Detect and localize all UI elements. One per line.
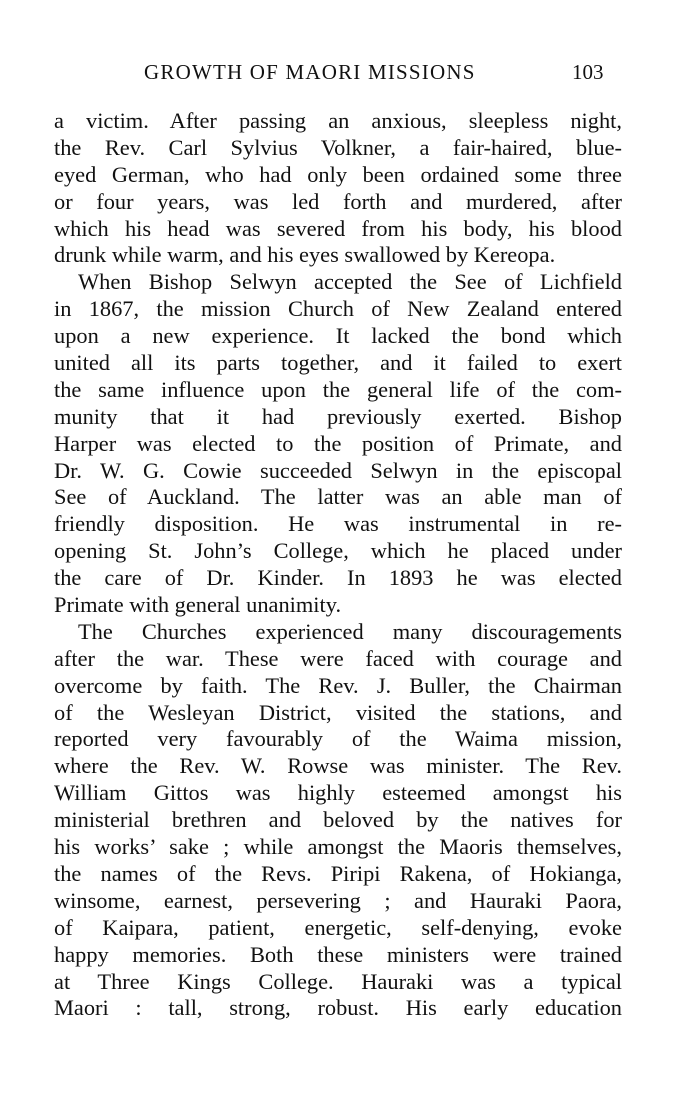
running-head: [0, 56, 700, 88]
text-line: The Churches experienced many discouragements: [78, 618, 622, 644]
text-line: the care of Dr. Kinder. In 1893 he was elected: [54, 565, 622, 591]
text-line: the same influence upon the general life of the com-: [54, 376, 622, 402]
page-number: 103: [572, 60, 604, 84]
text-line: of Kaipara, patient, energetic, self-denying, evoke: [54, 914, 622, 940]
text-line: overcome by faith. The Rev. J. Buller, the Chairman: [54, 672, 622, 698]
text-line: winsome, earnest, persevering ; and Hauraki Paora,: [54, 887, 622, 913]
text-line: a victim. After passing an anxious, sleepless night,: [54, 108, 622, 133]
running-title: GROWTH OF MAORI MISSIONS: [144, 60, 476, 84]
text-line: in 1867, the mission Church of New Zealand entered: [54, 296, 622, 322]
text-line: See of Auckland. The latter was an able man of: [54, 484, 622, 510]
text-line: the names of the Revs. Piripi Rakena, of Hokianga,: [54, 860, 622, 886]
text-line: happy memories. Both these ministers were trained: [54, 941, 622, 967]
text-line: the Rev. Carl Sylvius Volkner, a fair-haired, blue-: [54, 134, 622, 160]
text-line: drunk while warm, and his eyes swallowed by Kereopa.: [54, 242, 556, 268]
text-line: upon a new experience. It lacked the bond which: [54, 323, 622, 349]
text-line: which his head was severed from his body, his blood: [54, 215, 622, 241]
text-line: at Three Kings College. Hauraki was a typical: [54, 968, 622, 994]
text-line: William Gittos was highly esteemed amongst his: [54, 780, 622, 806]
text-line: Maori : tall, strong, robust. His early education: [54, 995, 622, 1021]
text-line: ministerial brethren and beloved by the natives for: [54, 807, 622, 833]
text-line: opening St. John’s College, which he placed under: [54, 538, 622, 564]
text-line: Dr. W. G. Cowie succeeded Selwyn in the episcopal: [54, 457, 622, 483]
text-line: Primate with general unanimity.: [54, 592, 342, 618]
text-line: where the Rev. W. Rowse was minister. The Rev.: [54, 753, 622, 779]
text-line: reported very favourably of the Waima mission,: [54, 726, 622, 752]
text-line: united all its parts together, and it failed to exert: [54, 350, 622, 376]
text-line: his works’ sake ; while amongst the Maoris themselves,: [54, 834, 622, 860]
text-line: munity that it had previously exerted. Bishop: [54, 403, 622, 429]
text-line: friendly disposition. He was instrumental in re-: [54, 511, 622, 537]
text-line: or four years, was led forth and murdered, after: [54, 188, 622, 214]
body-text: [54, 108, 622, 1022]
text-line: eyed German, who had only been ordained some three: [54, 161, 622, 187]
text-line: after the war. These were faced with courage and: [54, 645, 622, 671]
text-line: Harper was elected to the position of Primate, and: [54, 430, 622, 456]
text-line: When Bishop Selwyn accepted the See of Lichfield: [78, 269, 622, 295]
text-line: of the Wesleyan District, visited the stations, and: [54, 699, 622, 725]
